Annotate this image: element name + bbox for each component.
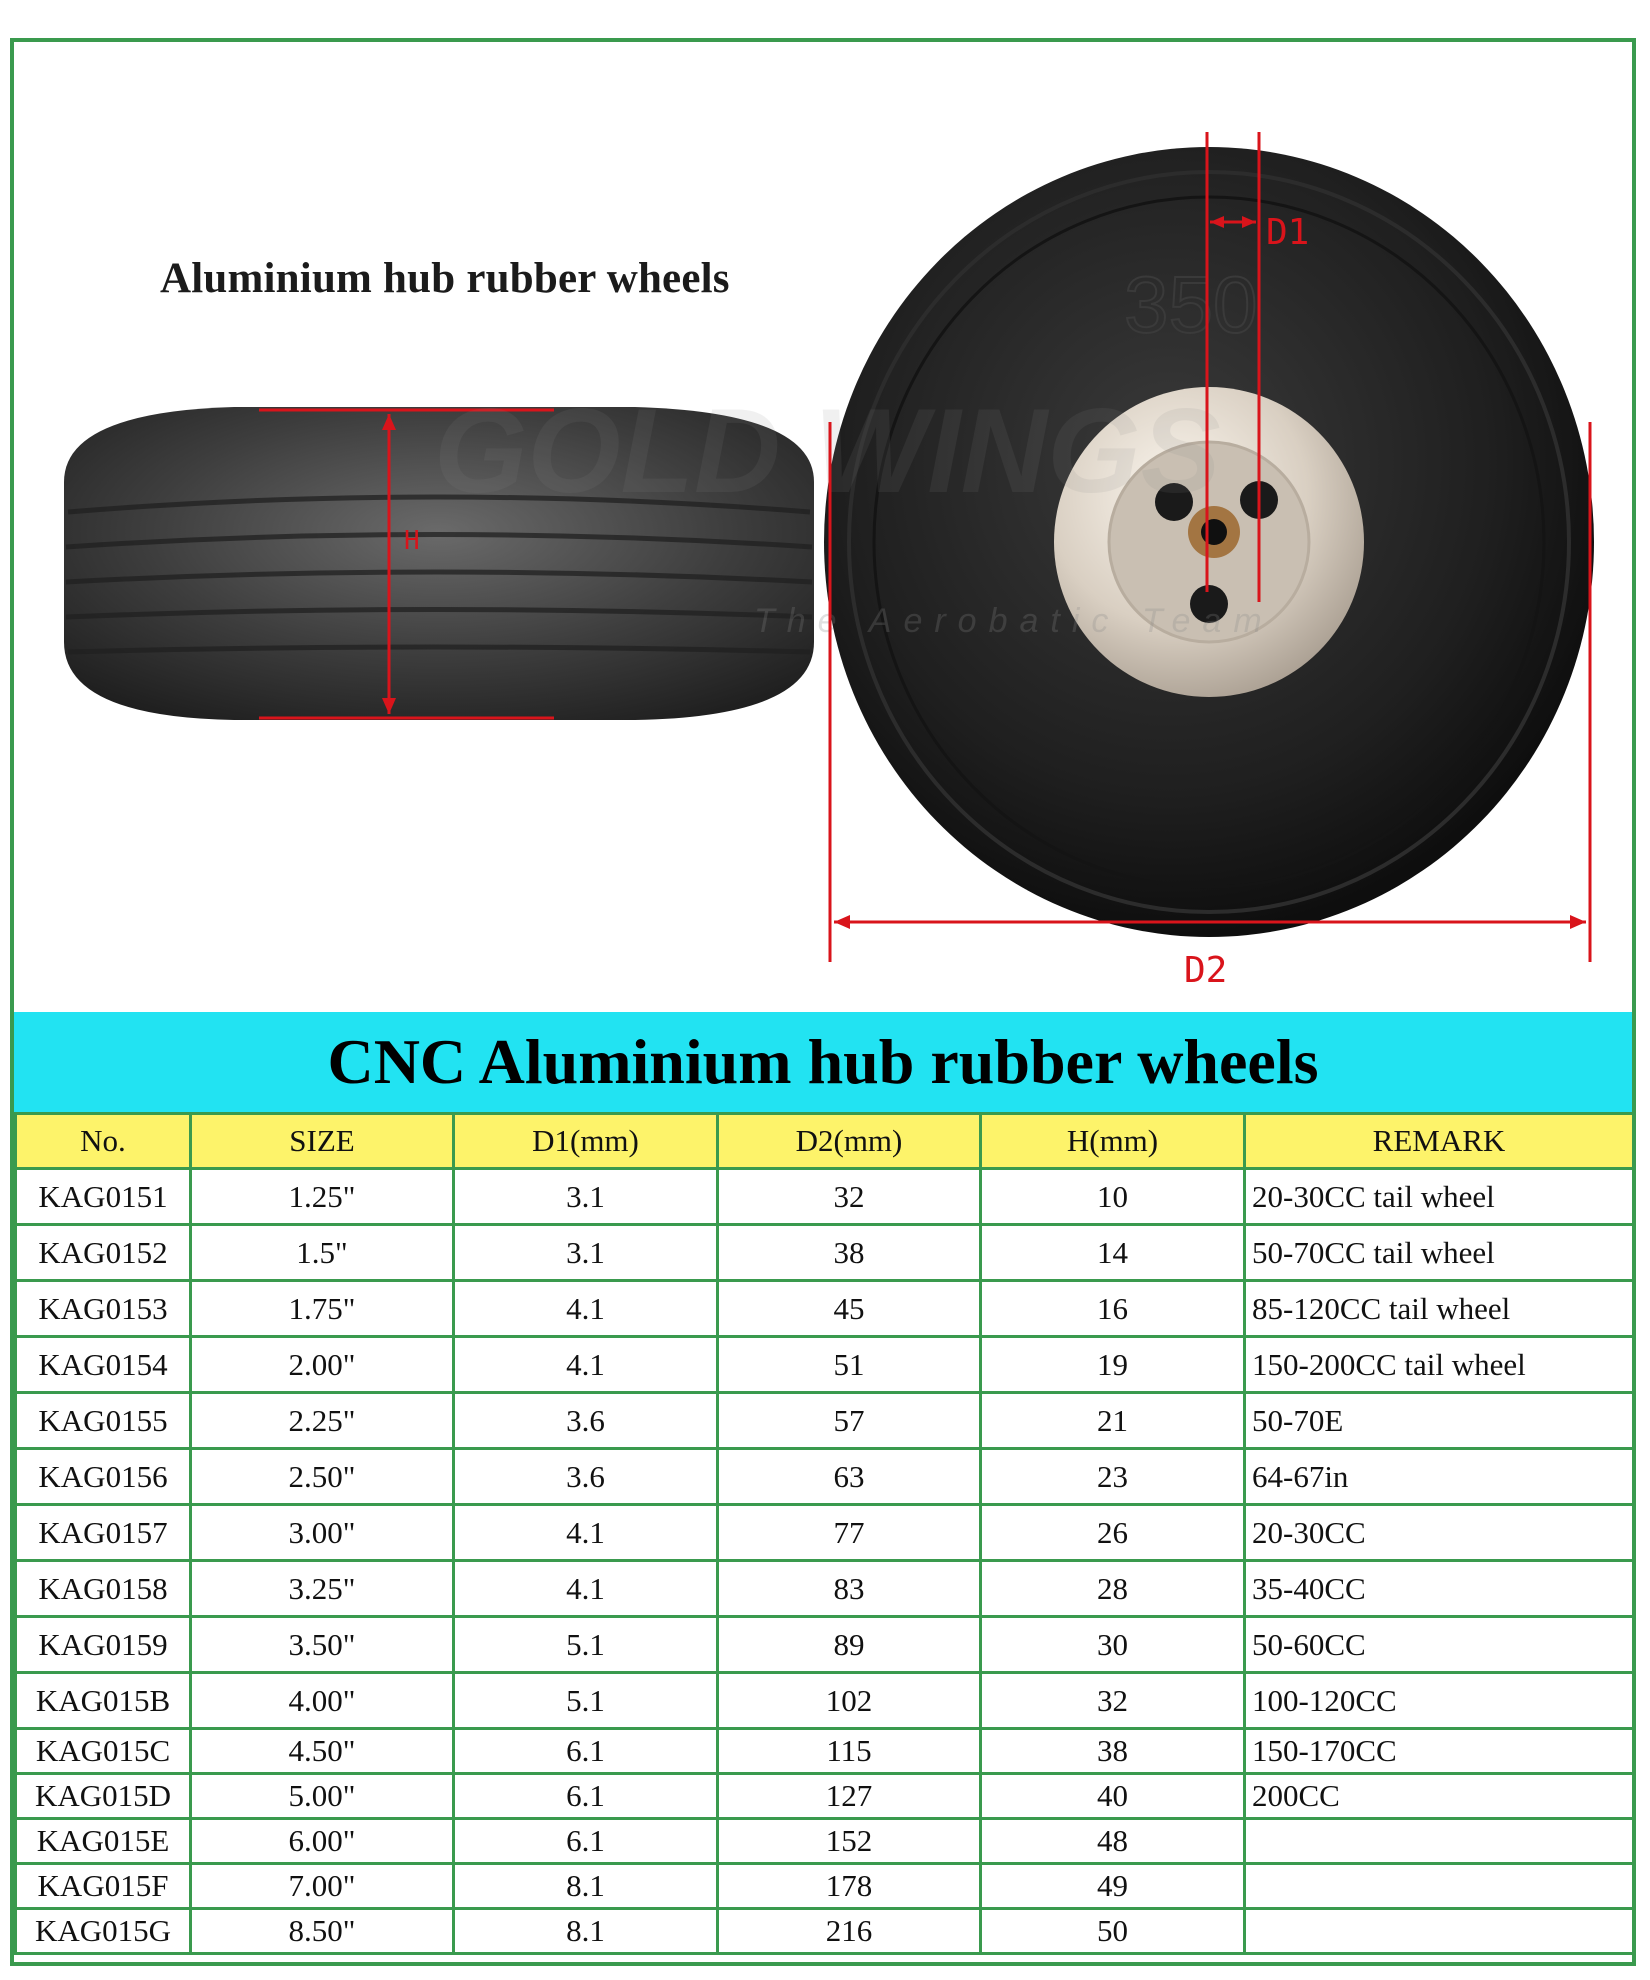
table-row (16, 1561, 1634, 1617)
cell-d2: 38 (718, 1225, 981, 1281)
cell-d2: 115 (718, 1729, 981, 1774)
cell-size: 3.50" (191, 1617, 454, 1673)
cell-h: 30 (981, 1617, 1245, 1673)
cell-no: KAG015D (16, 1774, 191, 1819)
cell-size: 2.00" (191, 1337, 454, 1393)
table-header-row (16, 1114, 1634, 1169)
cell-remark: 50-70E (1245, 1393, 1634, 1449)
cell-remark (1245, 1864, 1634, 1909)
cell-d2: 51 (718, 1337, 981, 1393)
cell-d2: 89 (718, 1617, 981, 1673)
table-row (16, 1393, 1634, 1449)
cell-d2: 216 (718, 1909, 981, 1954)
photo-title: Aluminium hub rubber wheels (160, 255, 730, 302)
cell-size: 1.25" (191, 1169, 454, 1225)
cell-no: KAG0155 (16, 1393, 191, 1449)
cell-no: KAG0158 (16, 1561, 191, 1617)
table-row (16, 1337, 1634, 1393)
cell-remark: 50-70CC tail wheel (1245, 1225, 1634, 1281)
cell-d2: 178 (718, 1864, 981, 1909)
cell-size: 8.50" (191, 1909, 454, 1954)
cell-remark: 200CC (1245, 1774, 1634, 1819)
cell-remark: 100-120CC (1245, 1673, 1634, 1729)
cell-d1: 4.1 (454, 1337, 718, 1393)
cell-d2: 83 (718, 1561, 981, 1617)
cell-no: KAG0151 (16, 1169, 191, 1225)
cell-d2: 102 (718, 1673, 981, 1729)
cell-no: KAG015E (16, 1819, 191, 1864)
cell-remark: 35-40CC (1245, 1561, 1634, 1617)
header-d2: D2(mm) (718, 1114, 981, 1169)
cell-remark: 50-60CC (1245, 1617, 1634, 1673)
cell-no: KAG015G (16, 1909, 191, 1954)
cell-h: 48 (981, 1819, 1245, 1864)
cell-h: 14 (981, 1225, 1245, 1281)
cell-d2: 32 (718, 1169, 981, 1225)
watermark-tagline: The Aerobatic Team (754, 602, 1274, 640)
header-no: No. (16, 1114, 191, 1169)
cell-d1: 4.1 (454, 1561, 718, 1617)
cell-size: 5.00" (191, 1774, 454, 1819)
cell-size: 3.00" (191, 1505, 454, 1561)
cell-remark: 20-30CC (1245, 1505, 1634, 1561)
cell-no: KAG015F (16, 1864, 191, 1909)
cell-d2: 63 (718, 1449, 981, 1505)
cell-h: 21 (981, 1393, 1245, 1449)
cell-d1: 3.1 (454, 1225, 718, 1281)
table-row (16, 1819, 1634, 1864)
table-row (16, 1673, 1634, 1729)
cell-h: 10 (981, 1169, 1245, 1225)
tire-marking: 350 (1124, 260, 1258, 349)
cell-d1: 5.1 (454, 1617, 718, 1673)
cell-no: KAG0159 (16, 1617, 191, 1673)
cell-h: 38 (981, 1729, 1245, 1774)
cell-size: 4.00" (191, 1673, 454, 1729)
cell-remark (1245, 1819, 1634, 1864)
header-h: H(mm) (981, 1114, 1245, 1169)
header-size: SIZE (191, 1114, 454, 1169)
cell-h: 26 (981, 1505, 1245, 1561)
cell-d1: 6.1 (454, 1819, 718, 1864)
cell-h: 19 (981, 1337, 1245, 1393)
cell-size: 2.25" (191, 1393, 454, 1449)
cell-d1: 4.1 (454, 1505, 718, 1561)
cell-h: 28 (981, 1561, 1245, 1617)
watermark-brand: GOLD WINGS (434, 384, 1221, 518)
cell-h: 49 (981, 1864, 1245, 1909)
cell-d1: 3.1 (454, 1169, 718, 1225)
cell-d2: 152 (718, 1819, 981, 1864)
cell-h: 16 (981, 1281, 1245, 1337)
cell-no: KAG0153 (16, 1281, 191, 1337)
cell-size: 2.50" (191, 1449, 454, 1505)
product-photo (14, 42, 1632, 1002)
table-title: CNC Aluminium hub rubber wheels (14, 1012, 1632, 1112)
cell-h: 50 (981, 1909, 1245, 1954)
table-row (16, 1909, 1634, 1954)
cell-d2: 127 (718, 1774, 981, 1819)
cell-no: KAG0157 (16, 1505, 191, 1561)
cell-no: KAG0152 (16, 1225, 191, 1281)
cell-d1: 3.6 (454, 1393, 718, 1449)
header-remark: REMARK (1245, 1114, 1634, 1169)
spec-table (14, 1112, 1635, 1955)
cell-d1: 6.1 (454, 1774, 718, 1819)
cell-d1: 8.1 (454, 1909, 718, 1954)
cell-remark: 150-170CC (1245, 1729, 1634, 1774)
dimension-label-d2: D2 (1184, 950, 1228, 991)
cell-h: 23 (981, 1449, 1245, 1505)
cell-remark (1245, 1909, 1634, 1954)
table-row (16, 1281, 1634, 1337)
table-row (16, 1225, 1634, 1281)
table-row (16, 1729, 1634, 1774)
table-row (16, 1617, 1634, 1673)
cell-d1: 8.1 (454, 1864, 718, 1909)
cell-size: 1.5" (191, 1225, 454, 1281)
table-row (16, 1774, 1634, 1819)
dimension-label-h: H (404, 526, 420, 556)
cell-d1: 3.6 (454, 1449, 718, 1505)
dimension-label-d1: D1 (1266, 212, 1310, 253)
cell-remark: 85-120CC tail wheel (1245, 1281, 1634, 1337)
cell-no: KAG015B (16, 1673, 191, 1729)
table-row (16, 1505, 1634, 1561)
cell-no: KAG0154 (16, 1337, 191, 1393)
cell-no: KAG015C (16, 1729, 191, 1774)
cell-d2: 45 (718, 1281, 981, 1337)
cell-size: 3.25" (191, 1561, 454, 1617)
cell-h: 40 (981, 1774, 1245, 1819)
cell-size: 4.50" (191, 1729, 454, 1774)
cell-size: 7.00" (191, 1864, 454, 1909)
cell-size: 1.75" (191, 1281, 454, 1337)
cell-remark: 150-200CC tail wheel (1245, 1337, 1634, 1393)
cell-no: KAG0156 (16, 1449, 191, 1505)
spec-table-section (14, 1012, 1632, 1962)
cell-h: 32 (981, 1673, 1245, 1729)
cell-remark: 20-30CC tail wheel (1245, 1169, 1634, 1225)
cell-d2: 57 (718, 1393, 981, 1449)
table-row (16, 1449, 1634, 1505)
cell-size: 6.00" (191, 1819, 454, 1864)
table-row (16, 1169, 1634, 1225)
header-d1: D1(mm) (454, 1114, 718, 1169)
cell-remark: 64-67in (1245, 1449, 1634, 1505)
cell-d1: 6.1 (454, 1729, 718, 1774)
cell-d1: 4.1 (454, 1281, 718, 1337)
table-row (16, 1864, 1634, 1909)
cell-d2: 77 (718, 1505, 981, 1561)
cell-d1: 5.1 (454, 1673, 718, 1729)
